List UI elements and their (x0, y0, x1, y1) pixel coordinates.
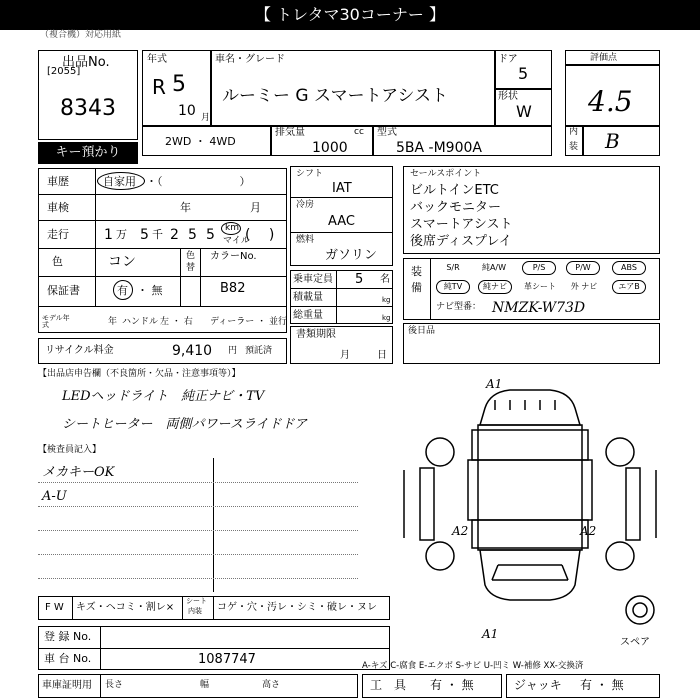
lot-label: 出品No. (62, 55, 110, 70)
model-year-label: モデル年式 (42, 314, 70, 329)
sales-item-4: 後席ディスプレイ (410, 234, 512, 249)
month-unit: 月 (201, 113, 211, 123)
doors-label: ドア (498, 54, 518, 65)
load-unit: kg (382, 296, 391, 304)
shift-value: IAT (332, 181, 352, 196)
equip-tv: 純TV (436, 280, 470, 294)
diagram-spare-label: スペア (620, 637, 650, 648)
warranty-no: ・ 無 (137, 284, 163, 297)
history-value: 自家用 (103, 175, 136, 188)
defects-seat-2: 内装 (188, 607, 202, 615)
capacity-value: 5 (355, 272, 364, 287)
post-day-box (403, 323, 660, 364)
diagram-left-label: A2 (452, 524, 469, 538)
drive: 2WD ・ 4WD (165, 135, 236, 148)
shape-label: 形状 (498, 91, 518, 102)
sales-item-2: バックモニター (410, 200, 502, 215)
capacity-unit: 名 (380, 274, 390, 285)
shift-label: シフト (296, 169, 324, 179)
unit-km: km (225, 223, 239, 233)
color-change-2: 替 (186, 263, 196, 273)
tools-value: 有 ・ 無 (430, 678, 474, 692)
score-label: 評価点 (590, 53, 618, 63)
key-badge-label: キー預かり (55, 145, 121, 160)
inspector-line-2: A-U (42, 489, 67, 504)
inspection-month: 月 (250, 201, 261, 214)
equip-navi: 純ナビ (478, 280, 512, 294)
tools-label: 工 具 (370, 678, 407, 692)
mileage-man: 1 (104, 227, 113, 243)
interior-value: B (605, 129, 620, 153)
displacement-value: 1000 (312, 140, 348, 156)
fuel-label: 燃料 (296, 235, 315, 245)
color-no-label: カラーNo. (210, 251, 257, 262)
deadline-day: 日 (377, 350, 387, 361)
reg-no-label: 登 録 No. (44, 630, 92, 643)
load-label: 積載量 (293, 292, 323, 303)
equipment-label-1: 装 (411, 265, 422, 278)
mileage-label: 走行 (47, 228, 69, 241)
mileage-digit-5: 5 (206, 227, 215, 243)
color-no-value: B82 (220, 281, 246, 296)
defects-fw: F W (45, 602, 64, 613)
mileage-digit-3: 2 (170, 227, 179, 243)
sales-item-3: スマートアシスト (410, 217, 513, 232)
equip-ext-navi: 外 ナビ (566, 280, 602, 294)
mileage-digit-4: 5 (188, 227, 197, 243)
lot-number: 8343 (60, 96, 116, 121)
equip-leather: 革シート (522, 280, 558, 294)
displacement-unit: cc (354, 127, 364, 137)
cert-width: 幅 (200, 680, 210, 690)
score-value: 4.5 (588, 85, 633, 118)
defects-seat-1: シート (186, 597, 207, 605)
shape-value: W (516, 102, 532, 121)
type-code-value: 5BA -M900A (396, 140, 482, 156)
year-era: R (152, 75, 166, 99)
remarks-line-1: LEDヘッドライト 純正ナビ・TV (62, 389, 265, 404)
color-value: コン (108, 254, 136, 270)
gross-label: 総重量 (293, 310, 323, 321)
equip-pw: P/W (566, 261, 600, 275)
capacity-label: 乗車定員 (293, 274, 333, 285)
interior-label-2: 装 (569, 142, 579, 152)
type-code-label: 型式 (377, 127, 397, 138)
gross-unit: kg (382, 314, 391, 322)
cert-label: 車庫証明用 (42, 680, 92, 691)
chassis-no-label: 車 台 No. (44, 652, 92, 665)
jack-label: ジャッキ (514, 678, 562, 692)
remarks-label: 【出品店申告欄（不良箇所・欠品・注意事項等）】 (38, 369, 241, 379)
jack-value: 有 ・ 無 (580, 678, 624, 692)
sales-label: セールスポイント (410, 169, 482, 179)
model-year-lr: 左 ・ 右 (160, 317, 193, 327)
legend: A-キズ C-腐食 E-エクボ S-サビ U-凹ミ W-補修 XX-交換済 (362, 661, 584, 671)
displacement-label: 排気量 (275, 127, 305, 138)
navi-value: NMZK-W73D (492, 300, 586, 316)
inspector-label: 【検査員記入】 (38, 445, 102, 455)
inspection-year: 年 (180, 201, 191, 214)
color-label: 色 (52, 255, 63, 268)
model-year-year: 年 (108, 317, 118, 327)
navi-label: ナビ型番： (436, 302, 482, 312)
post-day-label: 後日品 (408, 326, 436, 336)
mileage-digit-1: 5 (140, 227, 149, 243)
unit-mile: マイル (223, 236, 250, 246)
doors-value: 5 (518, 64, 529, 83)
header-note: （複合機）対応用紙 (40, 30, 122, 40)
model-name: ルーミー G スマートアシスト (222, 86, 448, 106)
equip-abs: ABS (612, 261, 646, 275)
diagram-rear-label: A1 (482, 627, 499, 641)
sales-item-1: ビルトインETC (410, 183, 499, 198)
history-rest: ・（ ） (146, 175, 251, 188)
defects-items: キズ・ヘコミ・割レ× (76, 602, 175, 613)
cert-length: 長さ (105, 680, 124, 690)
history-label: 車歴 (47, 175, 69, 188)
year-value: 5 (172, 72, 186, 97)
diagram-right-label: A2 (580, 524, 597, 538)
recycle-unit: 円 (228, 346, 238, 356)
cert-height: 高さ (262, 680, 281, 690)
chassis-no-value: 1087747 (198, 652, 256, 667)
deadline-month: 月 (340, 350, 350, 361)
equip-sr: S/R (436, 261, 470, 275)
fuel-value: ガソリン (325, 248, 378, 263)
model-year-dealer: ディーラー ・ 並行 (210, 317, 288, 327)
banner-title: 【 トレタマ30コーナー 】 (255, 5, 445, 24)
lot-prefix: [2055] (47, 66, 81, 77)
mileage-man-unit: 万 (116, 228, 127, 241)
defects-items-2: コゲ・穴・汚レ・シミ・破レ・ヌレ (217, 602, 377, 613)
remarks-line-2: シートヒーター 両側パワースライドドア (62, 417, 308, 432)
year-label: 年式 (147, 54, 167, 65)
interior-label-1: 内 (569, 127, 579, 137)
model-year-handle: ハンドル (122, 317, 159, 327)
equipment-label-2: 備 (411, 281, 422, 294)
inspector-line-1: メカキーOK (42, 465, 115, 480)
recycle-label: リサイクル料金 (45, 345, 114, 356)
warranty-yes: 有 (117, 284, 128, 297)
color-change-1: 色 (186, 251, 196, 261)
equip-alloy: 純A/W (476, 261, 512, 275)
month-value: 10 (178, 103, 196, 119)
recycle-note: 預託済 (245, 346, 273, 356)
warranty-label: 保証書 (47, 284, 80, 297)
mileage-digit-2: 千 (152, 228, 163, 241)
aircon-label: 冷房 (296, 200, 315, 210)
car-diagram (400, 370, 660, 650)
inspection-label: 車検 (47, 201, 69, 214)
deadline-label: 書類期限 (296, 329, 336, 340)
aircon-value: AAC (328, 214, 355, 229)
recycle-value: 9,410 (172, 343, 213, 359)
equip-airbag: エアB (612, 280, 646, 294)
diagram-front-label: A1 (486, 377, 503, 391)
model-label: 車名・グレード (215, 54, 285, 65)
equip-ps: P/S (522, 261, 556, 275)
